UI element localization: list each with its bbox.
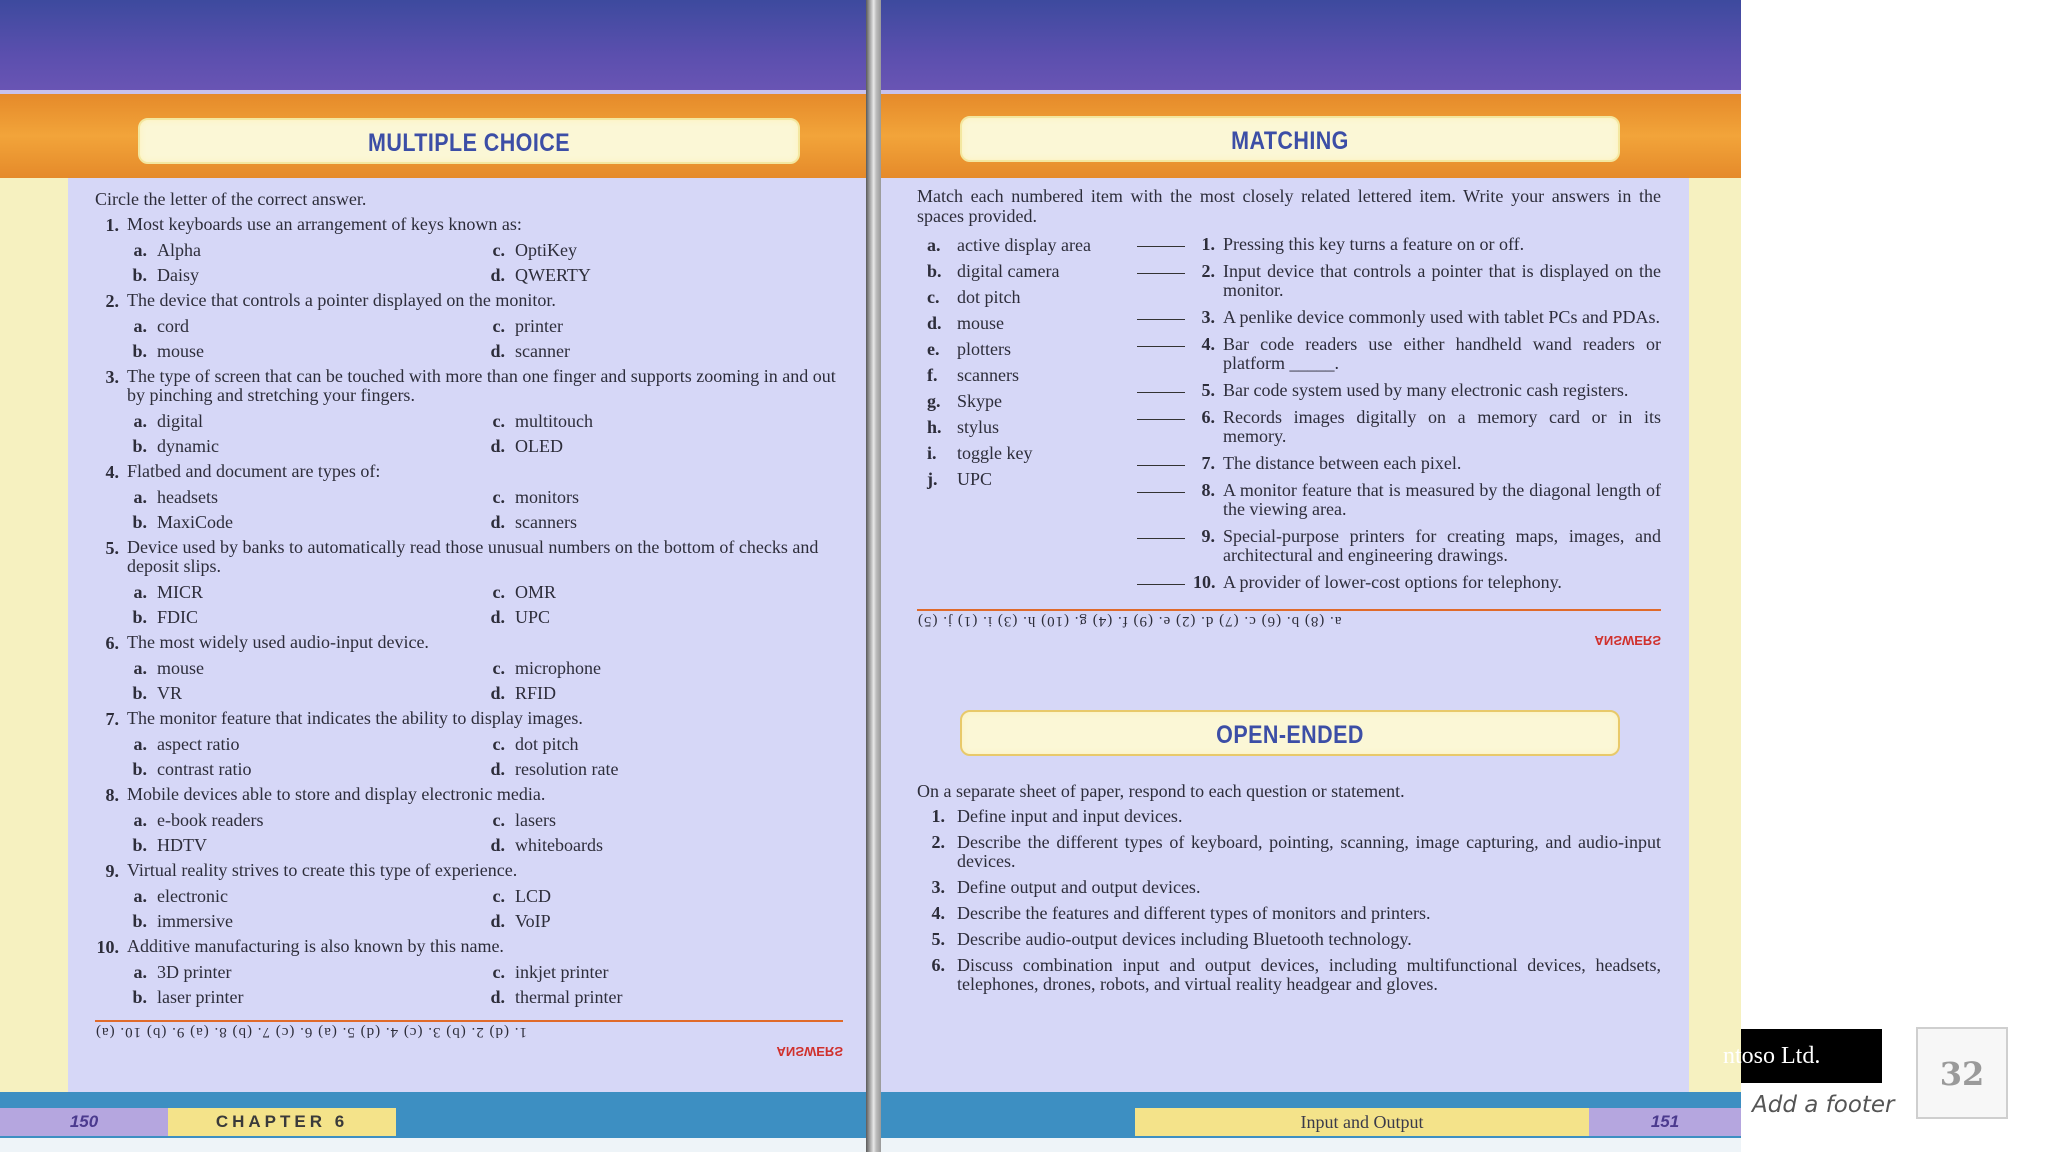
question-item — [95, 212, 843, 288]
question-number: 1. — [105, 215, 119, 235]
option-d: d. RFID — [485, 681, 556, 706]
option-row — [95, 985, 843, 1010]
question-row — [95, 535, 843, 580]
option-d: d. scanners — [485, 510, 577, 535]
item-text: stylus — [957, 417, 1000, 437]
left-page — [0, 0, 868, 1152]
item-letter: c. — [927, 287, 940, 307]
right-margin-edge — [1689, 178, 1741, 1092]
page-number: 150 — [0, 1108, 168, 1136]
option-text: Alpha — [157, 240, 201, 260]
question-number: 4. — [105, 462, 119, 482]
lettered-item — [917, 388, 1137, 414]
numbered-item — [1137, 232, 1661, 259]
question-number: 9. — [105, 861, 119, 881]
option-a: a. aspect ratio — [95, 732, 485, 757]
item-letter: h. — [927, 417, 942, 437]
option-row — [95, 656, 843, 681]
option-text: microphone — [515, 658, 601, 678]
option-d: d. thermal printer — [485, 985, 622, 1010]
question-item — [95, 459, 843, 535]
option-row — [95, 605, 843, 630]
item-text: Input device that controls a pointer that is displayed on the monitor. — [1223, 261, 1661, 300]
section-heading-multiple-choice: MULTIPLE CHOICE — [368, 129, 570, 157]
item-number: 4. — [1201, 334, 1215, 354]
option-row — [95, 510, 843, 535]
item-number: 2. — [931, 832, 945, 852]
item-letter: g. — [927, 391, 941, 411]
option-text: contrast ratio — [157, 759, 252, 779]
question-item — [95, 535, 843, 630]
item-number: 1. — [931, 806, 945, 826]
option-a: a. MICR — [95, 580, 485, 605]
option-c: c. microphone — [485, 656, 601, 681]
question-row — [95, 934, 843, 960]
option-a: a. mouse — [95, 656, 485, 681]
section-heading-matching: MATCHING — [1231, 127, 1349, 155]
matching-columns — [917, 232, 1661, 597]
option-text: whiteboards — [515, 835, 603, 855]
option-text: immersive — [157, 911, 233, 931]
option-text: Daisy — [157, 265, 199, 285]
slide-number: 32 — [1916, 1027, 2008, 1119]
option-c: c. lasers — [485, 808, 556, 833]
answer-blank[interactable] — [1137, 335, 1185, 347]
option-row — [95, 884, 843, 909]
item-number: 5. — [931, 929, 945, 949]
option-text: OLED — [515, 436, 563, 456]
answers-label: ANSWERS — [776, 1044, 843, 1059]
item-text: digital camera — [957, 261, 1060, 281]
option-row — [95, 681, 843, 706]
question-number: 10. — [96, 937, 119, 957]
answers-line: 1. (d) 2. (b) 3. (c) 4. (d) 5. (a) 6. (c) 7. (b) 8. (a) 9. (b) 10. (a) — [95, 1024, 527, 1040]
matching-instruction: Match each numbered item with the most closely related lettered item. Write your answers in the spaces provided. — [917, 186, 1661, 226]
answer-blank[interactable] — [1137, 481, 1185, 493]
option-text: lasers — [515, 810, 556, 830]
option-c: c. multitouch — [485, 409, 593, 434]
item-text: A provider of lower-cost options for telephony. — [1223, 572, 1562, 592]
option-text: monitors — [515, 487, 580, 507]
option-d: d. resolution rate — [485, 757, 618, 782]
option-text: e-book readers — [157, 810, 264, 830]
option-b: b. dynamic — [95, 434, 485, 459]
question-row — [95, 858, 843, 884]
item-letter: i. — [927, 443, 937, 463]
option-a: a. Alpha — [95, 238, 485, 263]
option-text: MICR — [157, 582, 204, 602]
item-number: 4. — [931, 903, 945, 923]
question-row — [95, 630, 843, 656]
question-text: Flatbed and document are types of: — [127, 461, 381, 481]
top-band — [0, 0, 868, 92]
numbered-item — [1137, 378, 1661, 405]
question-row — [95, 706, 843, 732]
option-b: b. VR — [95, 681, 485, 706]
section-heading-open-ended: OPEN-ENDED — [1216, 721, 1364, 749]
question-number: 8. — [105, 785, 119, 805]
slide-footer-text[interactable]: Add a footer — [1752, 1092, 1895, 1118]
item-number: 9. — [1201, 526, 1215, 546]
option-text: scanners — [515, 512, 577, 532]
item-number: 10. — [1193, 572, 1216, 592]
option-text: OMR — [515, 582, 557, 602]
option-text: RFID — [515, 683, 557, 703]
item-text: Describe the different types of keyboard, pointing, scanning, image capturing, and audio-input devices. — [957, 832, 1661, 871]
option-row — [95, 580, 843, 605]
option-c: c. monitors — [485, 485, 579, 510]
question-item — [95, 288, 843, 364]
question-item — [95, 364, 843, 459]
heading-pill — [960, 116, 1620, 162]
company-logo-box — [1723, 1029, 1882, 1083]
open-ended-content — [917, 778, 1661, 998]
answer-blank[interactable] — [1137, 262, 1185, 274]
option-a: a. e-book readers — [95, 808, 485, 833]
instruction-text: Circle the letter of the correct answer. — [95, 189, 367, 209]
question-number: 2. — [105, 291, 119, 311]
item-text: plotters — [957, 339, 1011, 359]
option-b: b. immersive — [95, 909, 485, 934]
item-letter: e. — [927, 339, 940, 359]
numbered-items — [1137, 232, 1661, 597]
item-text: active display area — [957, 235, 1091, 255]
item-text: A monitor feature that is measured by the diagonal length of the viewing area. — [1223, 480, 1661, 519]
option-c: c. printer — [485, 314, 563, 339]
lettered-item — [917, 258, 1137, 284]
item-text: Bar code system used by many electronic cash registers. — [1223, 380, 1629, 400]
option-text: aspect ratio — [157, 734, 240, 754]
question-text: The device that controls a pointer displayed on the monitor. — [127, 290, 556, 310]
option-text: QWERTY — [515, 265, 591, 285]
option-text: mouse — [157, 658, 204, 678]
page-bottom-edge — [881, 1138, 1741, 1152]
item-text: Discuss combination input and output devices, including multifunctional devices, headsets, telephones, drones, robots, and virtual reality headgear and gloves. — [957, 955, 1661, 994]
item-number: 5. — [1201, 380, 1215, 400]
question-number: 3. — [105, 367, 119, 387]
item-number: 3. — [1201, 307, 1215, 327]
answer-blank[interactable] — [1137, 308, 1185, 320]
lettered-item — [917, 414, 1137, 440]
question-row — [95, 212, 843, 238]
item-letter: d. — [927, 313, 942, 333]
option-row — [95, 909, 843, 934]
question-item — [95, 934, 843, 1010]
item-text: Special-purpose printers for creating maps, images, and architectural and engineering drawings. — [1223, 526, 1661, 565]
option-row — [95, 238, 843, 263]
answer-blank[interactable] — [1137, 527, 1185, 539]
open-ended-list — [917, 804, 1661, 998]
option-b: b. MaxiCode — [95, 510, 485, 535]
lettered-item — [917, 336, 1137, 362]
numbered-item — [1137, 259, 1661, 305]
numbered-item — [1137, 570, 1661, 597]
answer-blank[interactable] — [1137, 381, 1185, 393]
option-a: a. cord — [95, 314, 485, 339]
footer-title: Input and Output — [1135, 1108, 1589, 1136]
item-text: Bar code readers use either handheld wand readers or platform _____. — [1223, 334, 1661, 373]
option-text: multitouch — [515, 411, 593, 431]
option-text: printer — [515, 316, 563, 336]
open-ended-item — [917, 901, 1661, 927]
option-row — [95, 960, 843, 985]
company-name: ntoso Ltd. — [1723, 1043, 1821, 1069]
item-text: Describe audio-output devices including Bluetooth technology. — [957, 929, 1412, 949]
multiple-choice-content — [95, 186, 843, 1060]
option-row — [95, 833, 843, 858]
slide-margin — [1741, 0, 2048, 1152]
numbered-item — [1137, 451, 1661, 478]
question-text: The most widely used audio-input device. — [127, 632, 429, 652]
option-text: thermal printer — [515, 987, 623, 1007]
item-number: 8. — [1201, 480, 1215, 500]
item-letter: b. — [927, 261, 942, 281]
option-a: a. digital — [95, 409, 485, 434]
option-text: 3D printer — [157, 962, 232, 982]
lettered-item — [917, 232, 1137, 258]
option-text: UPC — [515, 607, 551, 627]
option-text: OptiKey — [515, 240, 577, 260]
option-row — [95, 485, 843, 510]
question-text: Device used by banks to automatically read those unusual numbers on the bottom of checks and deposit slips. — [127, 537, 819, 576]
item-text: Define output and output devices. — [957, 877, 1201, 897]
question-row — [95, 364, 843, 409]
option-c: c. dot pitch — [485, 732, 579, 757]
numbered-item — [1137, 332, 1661, 378]
question-list — [95, 212, 843, 1010]
question-row — [95, 459, 843, 485]
question-text: Virtual reality strives to create this type of experience. — [127, 860, 518, 880]
matching-content — [917, 186, 1661, 649]
option-text: MaxiCode — [157, 512, 233, 532]
option-text: scanner — [515, 341, 570, 361]
right-page — [881, 0, 1741, 1152]
question-text: Additive manufacturing is also known by this name. — [127, 936, 504, 956]
option-text: inkjet printer — [515, 962, 609, 982]
answer-blank[interactable] — [1137, 408, 1185, 420]
item-text: Describe the features and different types of monitors and printers. — [957, 903, 1431, 923]
option-row — [95, 434, 843, 459]
lettered-item — [917, 310, 1137, 336]
option-row — [95, 409, 843, 434]
option-text: FDIC — [157, 607, 199, 627]
option-row — [95, 732, 843, 757]
item-letter: a. — [927, 235, 941, 255]
answer-blank[interactable] — [1137, 235, 1185, 247]
item-text: Skype — [957, 391, 1002, 411]
option-row — [95, 808, 843, 833]
item-number: 1. — [1201, 234, 1215, 254]
option-text: dot pitch — [515, 734, 579, 754]
item-text: Records images digitally on a memory card or in its memory. — [1223, 407, 1661, 446]
item-text: toggle key — [957, 443, 1033, 463]
option-text: cord — [157, 316, 189, 336]
open-ended-item — [917, 927, 1661, 953]
question-text: The monitor feature that indicates the ability to display images. — [127, 708, 583, 728]
question-text: The type of screen that can be touched with more than one finger and supports zooming in and out by pinching and stretching your fingers. — [127, 366, 836, 405]
option-c: c. OptiKey — [485, 238, 577, 263]
option-c: c. LCD — [485, 884, 551, 909]
item-letter: f. — [927, 365, 938, 385]
item-text: mouse — [957, 313, 1004, 333]
item-number: 3. — [931, 877, 945, 897]
lettered-item — [917, 362, 1137, 388]
numbered-item — [1137, 478, 1661, 524]
option-d: d. VoIP — [485, 909, 551, 934]
lettered-item — [917, 440, 1137, 466]
question-number: 6. — [105, 633, 119, 653]
option-row — [95, 757, 843, 782]
option-text: laser printer — [157, 987, 244, 1007]
option-d: d. OLED — [485, 434, 563, 459]
open-ended-instruction: On a separate sheet of paper, respond to each question or statement. — [917, 781, 1405, 801]
option-b: b. HDTV — [95, 833, 485, 858]
option-c: c. OMR — [485, 580, 556, 605]
item-number: 2. — [1201, 261, 1215, 281]
option-a: a. 3D printer — [95, 960, 485, 985]
item-text: dot pitch — [957, 287, 1021, 307]
item-number: 6. — [931, 955, 945, 975]
answer-blank[interactable] — [1137, 573, 1185, 585]
option-d: d. QWERTY — [485, 263, 591, 288]
question-item — [95, 630, 843, 706]
option-row — [95, 263, 843, 288]
option-b: b. laser printer — [95, 985, 485, 1010]
option-text: HDTV — [157, 835, 207, 855]
option-a: a. electronic — [95, 884, 485, 909]
numbered-item — [1137, 405, 1661, 451]
option-text: VR — [157, 683, 183, 703]
item-text: Pressing this key turns a feature on or off. — [1223, 234, 1525, 254]
question-item — [95, 782, 843, 858]
heading-pill — [138, 118, 800, 164]
page-number: 151 — [1589, 1108, 1741, 1136]
option-c: c. inkjet printer — [485, 960, 608, 985]
page-bottom-edge — [0, 1138, 868, 1152]
chapter-label: CHAPTER 6 — [168, 1108, 396, 1136]
question-row — [95, 288, 843, 314]
option-text: VoIP — [515, 911, 551, 931]
option-row — [95, 339, 843, 364]
left-margin-edge — [0, 178, 68, 1092]
question-number: 7. — [105, 709, 119, 729]
lettered-items — [917, 232, 1137, 597]
option-b: b. mouse — [95, 339, 485, 364]
lettered-item — [917, 466, 1137, 492]
answers-line: a. (8) b. (6) c. (7) d. (2) e. (9) f. (4) g. (10) h. (3) i. (1) j. (5) — [917, 613, 1342, 629]
open-ended-item — [917, 830, 1661, 875]
lettered-item — [917, 284, 1137, 310]
question-row — [95, 782, 843, 808]
question-text: Mobile devices able to store and display electronic media. — [127, 784, 546, 804]
item-text: Define input and input devices. — [957, 806, 1183, 826]
item-number: 7. — [1201, 453, 1215, 473]
option-b: b. Daisy — [95, 263, 485, 288]
option-text: electronic — [157, 886, 228, 906]
item-text: A penlike device commonly used with tablet PCs and PDAs. — [1223, 307, 1660, 327]
numbered-item — [1137, 305, 1661, 332]
option-text: LCD — [515, 886, 551, 906]
item-text: The distance between each pixel. — [1223, 453, 1462, 473]
answer-blank[interactable] — [1137, 454, 1185, 466]
open-ended-item — [917, 953, 1661, 998]
numbered-item — [1137, 524, 1661, 570]
item-text: UPC — [957, 469, 993, 489]
question-text: Most keyboards use an arrangement of keys known as: — [127, 214, 522, 234]
option-text: resolution rate — [515, 759, 619, 779]
open-ended-item — [917, 875, 1661, 901]
question-item — [95, 858, 843, 934]
option-text: mouse — [157, 341, 204, 361]
option-d: d. UPC — [485, 605, 550, 630]
open-ended-item — [917, 804, 1661, 830]
question-number: 5. — [105, 538, 119, 558]
top-band — [881, 0, 1741, 92]
option-row — [95, 314, 843, 339]
option-b: b. FDIC — [95, 605, 485, 630]
option-text: digital — [157, 411, 203, 431]
option-text: headsets — [157, 487, 218, 507]
item-letter: j. — [927, 469, 938, 489]
option-a: a. headsets — [95, 485, 485, 510]
item-text: scanners — [957, 365, 1019, 385]
item-number: 6. — [1201, 407, 1215, 427]
option-d: d. scanner — [485, 339, 570, 364]
question-item — [95, 706, 843, 782]
answers-label: ANSWERS — [1594, 633, 1661, 648]
option-d: d. whiteboards — [485, 833, 603, 858]
heading-pill-open-ended — [960, 710, 1620, 756]
option-b: b. contrast ratio — [95, 757, 485, 782]
option-text: dynamic — [157, 436, 219, 456]
